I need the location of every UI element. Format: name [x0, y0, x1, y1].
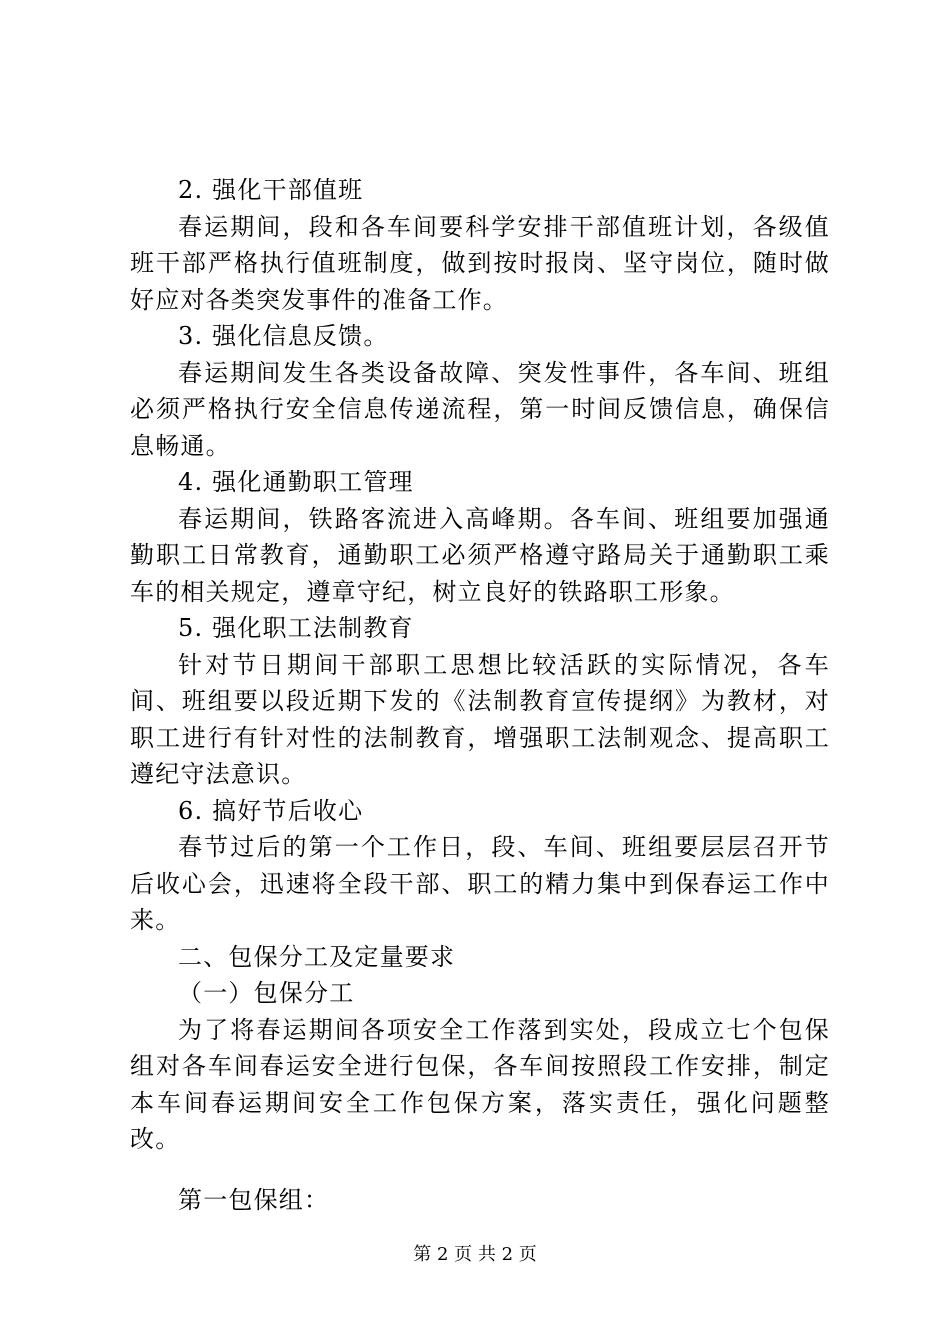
heading-legal-education: 5. 强化职工法制教育 [178, 614, 414, 642]
heading-commuter-management: 4. 强化通勤职工管理 [178, 468, 414, 496]
group-one-label: 第一包保组： [178, 1185, 330, 1214]
document-body [130, 172, 830, 1218]
paragraph-gap [130, 1158, 830, 1182]
heading-post-holiday: 6. 搞好节后收心 [178, 796, 364, 825]
paragraph-division: 为了将春运期间各项安全工作落到实处，段成立七个包保组对各车间春运安全进行包保，各车间按照段工作安排，制定本车间春运期间安全工作包保方案，落实责任，强化问题整改。 [130, 1015, 830, 1153]
heading-strengthen-info-feedback: 3. 强化信息反馈。 [178, 322, 389, 350]
paragraph-legal-education: 针对节日期间干部职工思想比较活跃的实际情况，各车间、班组要以段近期下发的《法制教育宣传提纲》为教材，对职工进行有针对性的法制教育，增强职工法制观念、提高职工遵纪守法意识。 [130, 650, 830, 788]
paragraph-cadre-duty: 春运期间，段和各车间要科学安排干部值班计划，各级值班干部严格执行值班制度，做到按时报岗、坚守岗位，随时做好应对各类突发事件的准备工作。 [130, 212, 830, 314]
subsection-heading-division: （一）包保分工 [178, 979, 355, 1007]
section-heading-responsibility: 二、包保分工及定量要求 [178, 942, 456, 971]
paragraph-info-feedback: 春运期间发生各类设备故障、突发性事件，各车间、班组必须严格执行安全信息传递流程，第一时间反馈信息，确保信息畅通。 [130, 358, 830, 460]
heading-strengthen-cadre-duty: 2. 强化干部值班 [178, 176, 364, 204]
page-footer: 第 2 页 共 2 页 [413, 1244, 537, 1265]
paragraph-commuter-management: 春运期间，铁路客流进入高峰期。各车间、班组要加强通勤职工日常教育，通勤职工必须严格遵守路局关于通勤职工乘车的相关规定，遵章守纪，树立良好的铁路职工形象。 [130, 504, 830, 606]
paragraph-post-holiday: 春节过后的第一个工作日，段、车间、班组要层层召开节后收心会，迅速将全段干部、职工的精力集中到保春运工作中来。 [130, 833, 830, 934]
